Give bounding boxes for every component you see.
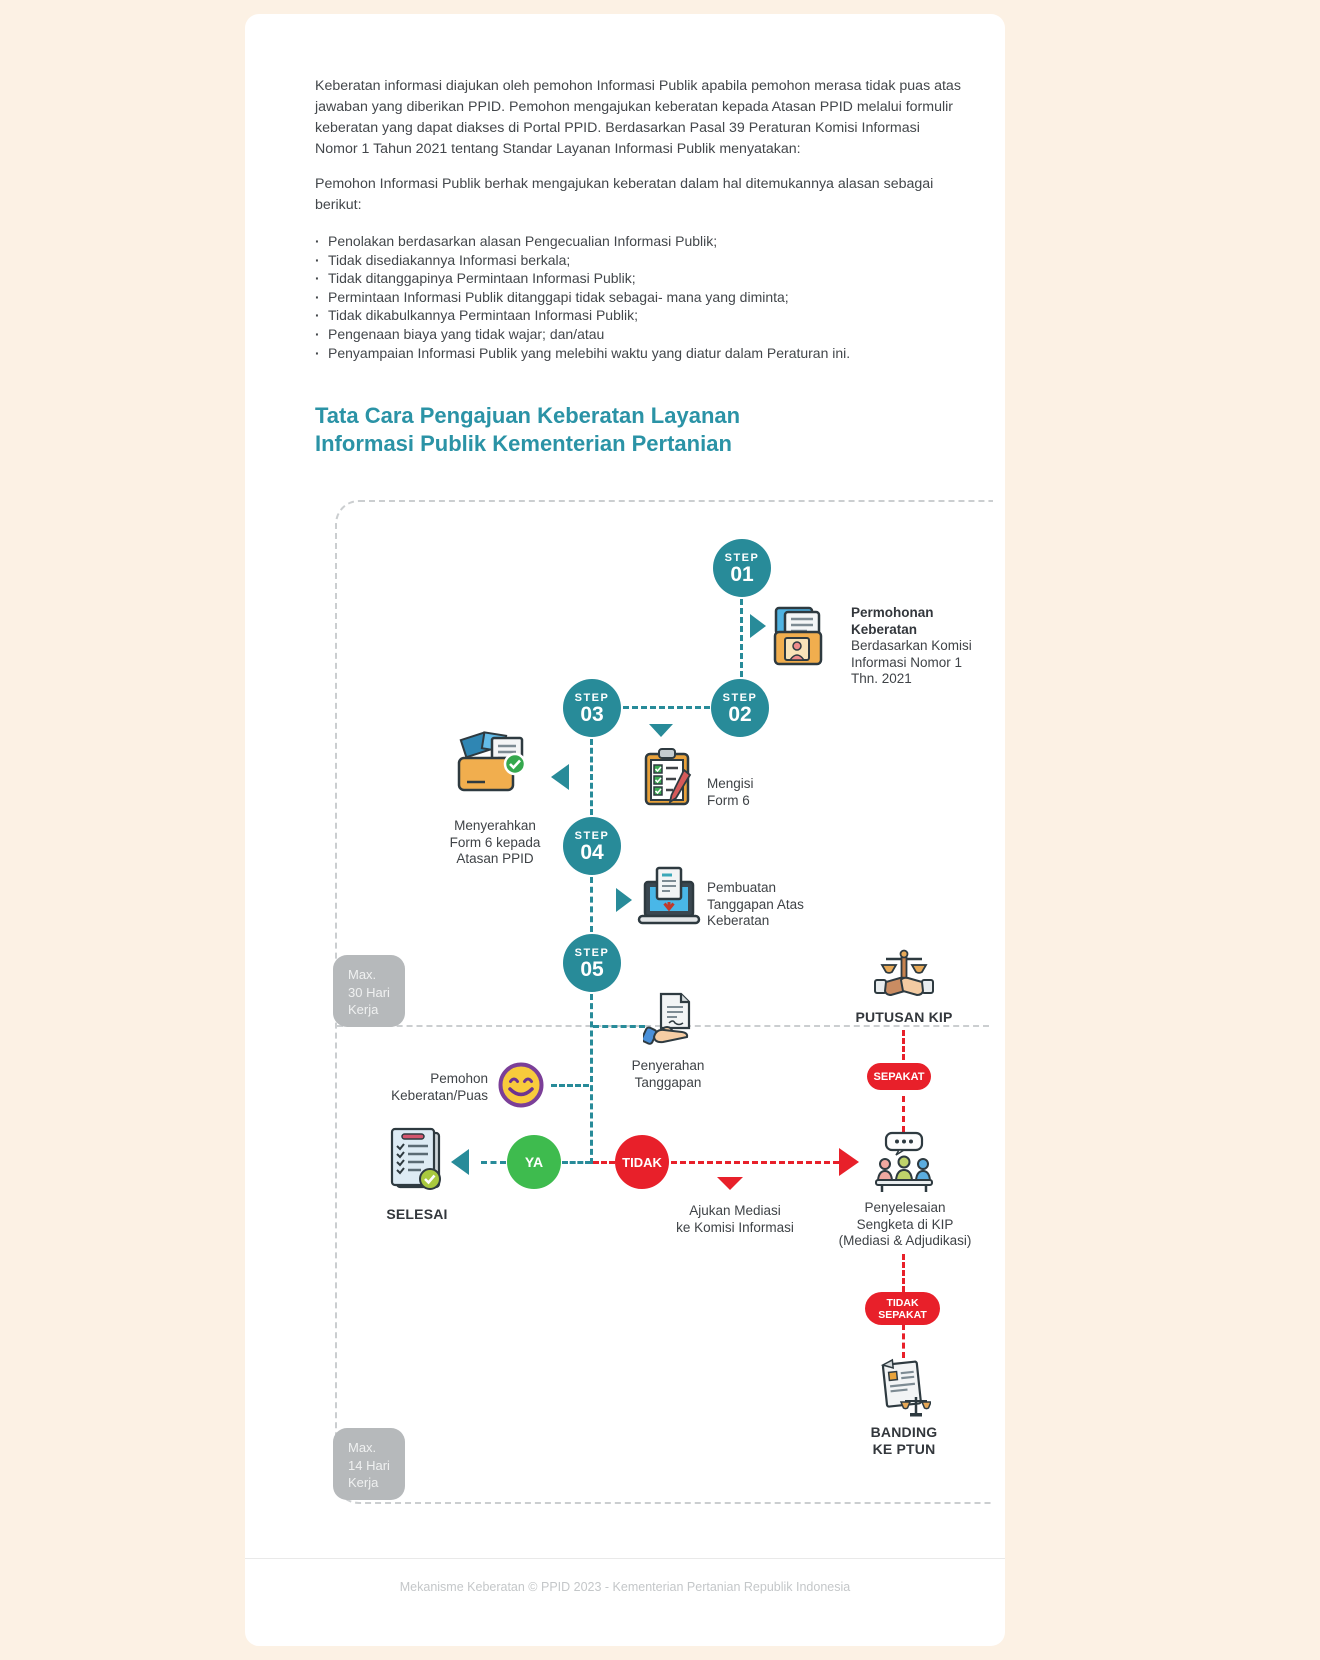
banding-line1: BANDING (870, 1424, 938, 1440)
menyerahkan-form-icon (455, 728, 533, 802)
banding-ptun-icon (875, 1357, 931, 1419)
connector-smiley (551, 1084, 589, 1087)
ya-circle: YA (507, 1135, 561, 1189)
penyelesaian-line2: Sengketa di KIP (856, 1216, 954, 1232)
permohonan-desc-line1: Berdasarkan Komisi (851, 638, 972, 653)
permohonan-label (851, 605, 972, 688)
connector-to-penyerahan (593, 1025, 645, 1028)
tidak-sepakat-line1: TIDAK (886, 1296, 919, 1309)
ajukan-line1: Ajukan Mediasi (689, 1203, 781, 1218)
bullet-text: Tidak ditanggapinya Permintaan Informasi Publik; (328, 270, 636, 287)
connector-step1-step2 (740, 599, 743, 677)
tidak-circle: TIDAK (615, 1135, 669, 1189)
connector-tidak-left (593, 1161, 615, 1164)
max-30-hari-box (333, 955, 405, 1027)
ajukan-line2: ke Komisi Informasi (676, 1219, 794, 1235)
step-word: STEP (574, 946, 610, 959)
content-card (245, 14, 1005, 1646)
max30-line3: Kerja (348, 1002, 379, 1017)
banding-line2: KE PTUN (872, 1441, 936, 1457)
arrow-right-sengketa-icon (839, 1148, 859, 1176)
bullet-text: Permintaan Informasi Publik ditanggapi tidak sebagai- mana yang diminta; (328, 288, 789, 305)
bullet-text: Tidak dikabulkannya Permintaan Informasi Publik; (328, 307, 638, 324)
pemohon-line2: Keberatan/Puas (391, 1087, 488, 1103)
max-14-hari-box (333, 1428, 405, 1500)
arrow-down-mengisi-icon (649, 724, 673, 737)
pembuatan-line2: Tanggapan Atas (707, 896, 804, 912)
list-item (315, 269, 963, 288)
penyerahan-tanggapan-icon (643, 991, 699, 1051)
footer-divider (245, 1558, 1005, 1559)
putusan-kip-label: PUTUSAN KIP (855, 1009, 953, 1025)
connector-step4-step5 (590, 877, 593, 932)
step-number: 05 (580, 957, 604, 981)
bullet-text: Tidak disediakannya Informasi berkala; (328, 251, 571, 268)
menyerahkan-label (420, 818, 570, 868)
sepakat-badge: SEPAKAT (867, 1063, 931, 1090)
penyerahan-line1: Penyerahan (631, 1058, 705, 1073)
pembuatan-tanggapan-icon (636, 866, 702, 926)
arrow-right-pembuatan-icon (616, 888, 632, 912)
connector-step3-step4 (590, 739, 593, 815)
connector-ya-right (562, 1161, 591, 1164)
intro-paragraph-1: Keberatan informasi diajukan oleh pemohon Informasi Publik apabila pemohon merasa tidak puas atas jawaban yang diberikan PPID. Pemohon mengajukan keberatan kepada Atasan PPID melalui formulir keberatan yang dapat diakses di Portal PPID. Berdasarkan Pasal 39 Peraturan Komisi Informasi Nomor 1 Tahun 2021 tentang Standar Layanan Informasi Publik menyatakan: (315, 78, 961, 157)
list-item (315, 251, 963, 270)
mengisi-label (707, 776, 754, 809)
max30-line1: Max. (348, 967, 377, 982)
mengisi-line2: Form 6 (707, 792, 750, 808)
connector-step5-decision (590, 994, 593, 1164)
permohonan-title-line1: Permohonan (851, 605, 934, 620)
step-circle-02 (711, 679, 769, 737)
connector-tidaksepakat-banding (902, 1324, 905, 1358)
max30-line2: 30 Hari (348, 984, 390, 1000)
step-circle-03 (563, 679, 621, 737)
step-number: 04 (580, 840, 604, 864)
connector-tidak-right (671, 1161, 839, 1164)
page-title-line1: Tata Cara Pengajuan Keberatan Layanan (315, 403, 741, 428)
max14-line2: 14 Hari (348, 1457, 390, 1473)
mengisi-line1: Mengisi (707, 776, 754, 791)
step-number: 01 (730, 562, 754, 586)
penyerahan-label (605, 1058, 731, 1091)
step-circle-04 (563, 817, 621, 875)
step-circle-05 (563, 934, 621, 992)
penyelesaian-line1: Penyelesaian (864, 1200, 946, 1215)
permohonan-title-line2: Keberatan (851, 621, 918, 637)
banding-label (854, 1424, 954, 1458)
arrow-down-mediasi-icon (717, 1177, 743, 1190)
tidak-sepakat-badge (865, 1292, 940, 1325)
selesai-checklist-icon (387, 1127, 445, 1193)
reason-list (315, 232, 963, 362)
ajukan-mediasi-label (660, 1203, 810, 1236)
menyerahkan-line3: Atasan PPID (456, 851, 534, 866)
list-item (315, 288, 963, 307)
pembuatan-line1: Pembuatan (707, 880, 777, 895)
penyelesaian-sengketa-icon (874, 1131, 934, 1193)
arrow-left-selesai-icon (451, 1149, 469, 1175)
bullet-text: Penolakan berdasarkan alasan Pengecualian Informasi Publik; (328, 233, 718, 249)
step-word: STEP (574, 829, 610, 842)
bullet-text: Penyampaian Informasi Publik yang melebihi waktu yang diatur dalam Peraturan ini. (328, 344, 851, 361)
putusan-kip-icon (874, 949, 934, 1007)
pemohon-puas-smiley-icon (497, 1061, 545, 1109)
tidak-sepakat-line2: SEPAKAT (878, 1308, 927, 1321)
step-word: STEP (574, 691, 610, 704)
penyelesaian-label (825, 1200, 985, 1250)
mengisi-form-icon (640, 746, 694, 808)
page-title-line2: Informasi Publik Kementerian Pertanian (315, 431, 732, 456)
pemohon-label (340, 1071, 488, 1104)
pembuatan-line3: Keberatan (707, 913, 770, 928)
max14-line3: Kerja (348, 1475, 379, 1490)
pembuatan-label (707, 880, 804, 930)
page-title (315, 402, 740, 458)
connector-putusan-sepakat (902, 1030, 905, 1060)
connector-sepakat-kip (902, 1096, 905, 1132)
selesai-label: SELESAI (386, 1206, 448, 1222)
list-item (315, 344, 963, 363)
arrow-left-menyerahkan-icon (551, 764, 569, 790)
menyerahkan-line1: Menyerahkan (454, 818, 536, 833)
footer-text: Mekanisme Keberatan © PPID 2023 - Kementerian Pertanian Republik Indonesia (399, 1580, 851, 1594)
arrow-right-step1-icon (750, 614, 766, 638)
list-item (315, 325, 963, 344)
step-word: STEP (722, 691, 758, 704)
connector-kip-tidaksepakat (902, 1254, 905, 1292)
step-circle-01 (713, 539, 771, 597)
step-number: 03 (580, 702, 604, 726)
menyerahkan-line2: Form 6 kepada (449, 834, 541, 850)
step-word: STEP (724, 551, 760, 564)
connector-step3-step2 (623, 706, 710, 709)
penyerahan-line2: Tanggapan (634, 1074, 702, 1090)
intro-paragraph-2: Pemohon Informasi Publik berhak mengajukan keberatan dalam hal ditemukannya alasan sebagai berikut: (315, 176, 934, 213)
max14-line1: Max. (348, 1440, 377, 1455)
permohonan-desc-line2: Informasi Nomor 1 (851, 654, 963, 670)
penyelesaian-line3: (Mediasi & Adjudikasi) (838, 1233, 972, 1248)
list-item (315, 232, 963, 251)
permohonan-desc-line3: Thn. 2021 (851, 671, 912, 686)
bullet-text: Pengenaan biaya yang tidak wajar; dan/atau (328, 325, 605, 342)
connector-ya-left (481, 1161, 506, 1164)
pemohon-line1: Pemohon (430, 1071, 488, 1086)
step-number: 02 (728, 702, 752, 726)
list-item (315, 306, 963, 325)
permohonan-keberatan-icon (773, 604, 831, 668)
